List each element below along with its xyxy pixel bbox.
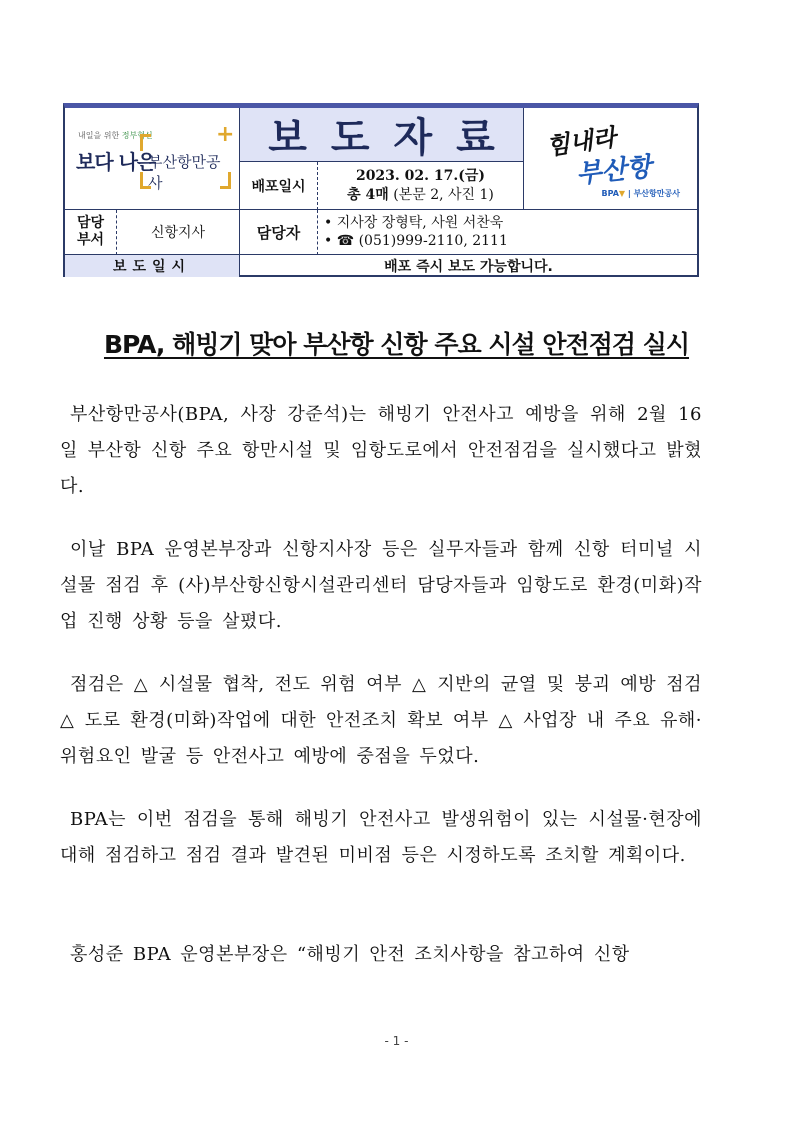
body-paragraph: BPA는 이번 점검을 통해 해빙기 안전사고 발생위험이 있는 시설물·현장에 대해 점검하고 점검 결과 발견된 미비점 등은 시정하도록 조치할 계획이다. [60,809,702,866]
slogan-line1: 힘내라 [544,121,618,161]
body-paragraph: 홍성준 BPA 운영본부장은 “해빙기 안전 조치사항을 참고하여 신항 [70,944,630,965]
headline: BPA, 해빙기 맞아 부산항 신항 주요 시설 안전점검 실시 [103,330,690,359]
body-paragraph: 점검은 △ 시설물 협착, 전도 위험 여부 △ 지반의 균열 및 붕괴 예방 점검 △ 도로 환경(미화)작업에 대한 안전조치 확보 여부 △ 사업장 내 주요 유해·위험요인 발굴 등 안전사고 예방에 중점을 두었다. [60,674,702,767]
logo-org-name: 부산항만공사 [148,152,221,192]
bpa-triangle-icon: ▼ [618,188,626,198]
busan-port-slogan-cell [524,108,697,210]
contact-names: • 지사장 장형탁, 사원 서찬욱 [324,215,504,231]
release-time-label: 보도일시 [65,255,240,277]
bracket-icon [140,134,151,151]
press-release-header-table [63,103,699,277]
page-number: - 1 - [384,1034,409,1048]
distribution-label: 배포일시 [240,162,318,210]
body-paragraph: 부산항만공사(BPA, 사장 강준석)는 해빙기 안전사고 예방을 위해 2월 16일 부산항 신항 주요 항만시설 및 임항도로에서 안전점검을 실시했다고 밝혔다. [60,404,702,497]
distribution-value [318,162,524,210]
bpa-government-innovation-logo [72,121,235,194]
logo-tagline: 내일을 위한 정부혁신 [78,130,153,140]
busan-port-slogan-logo [536,114,686,204]
contact-person-value [318,210,697,255]
plus-icon: + [216,121,235,147]
slogan-line2: 부산항 [574,151,653,190]
bpa-mark: BPA▼ | 부산항만공사 [601,188,680,198]
bpa-logo-cell [65,108,240,210]
contact-phone: • ☎ (051)999-2110, 2111 [324,233,508,249]
release-time-value: 배포 즉시 보도 가능합니다. [384,259,553,275]
document-title: 보도자료 [240,108,524,162]
distribution-pages: 총 4매 (본문 2, 사진 1) [347,186,494,203]
logo-slogan: 보다 나은 [76,149,156,174]
department-value: 신항지사 [117,210,240,255]
body-paragraph: 이날 BPA 운영본부장과 신항지사장 등은 실무자들과 함께 신항 터미널 시설물 점검 후 (사)부산항신항시설관리센터 담당자들과 임항도로 환경(미화)작업 진행 상황 등을 살폈다. [60,539,702,632]
department-label: 담당 부서 [65,210,117,255]
distribution-date: 2023. 02. 17.(금) [355,167,486,184]
contact-person-label: 담당자 [240,210,318,255]
